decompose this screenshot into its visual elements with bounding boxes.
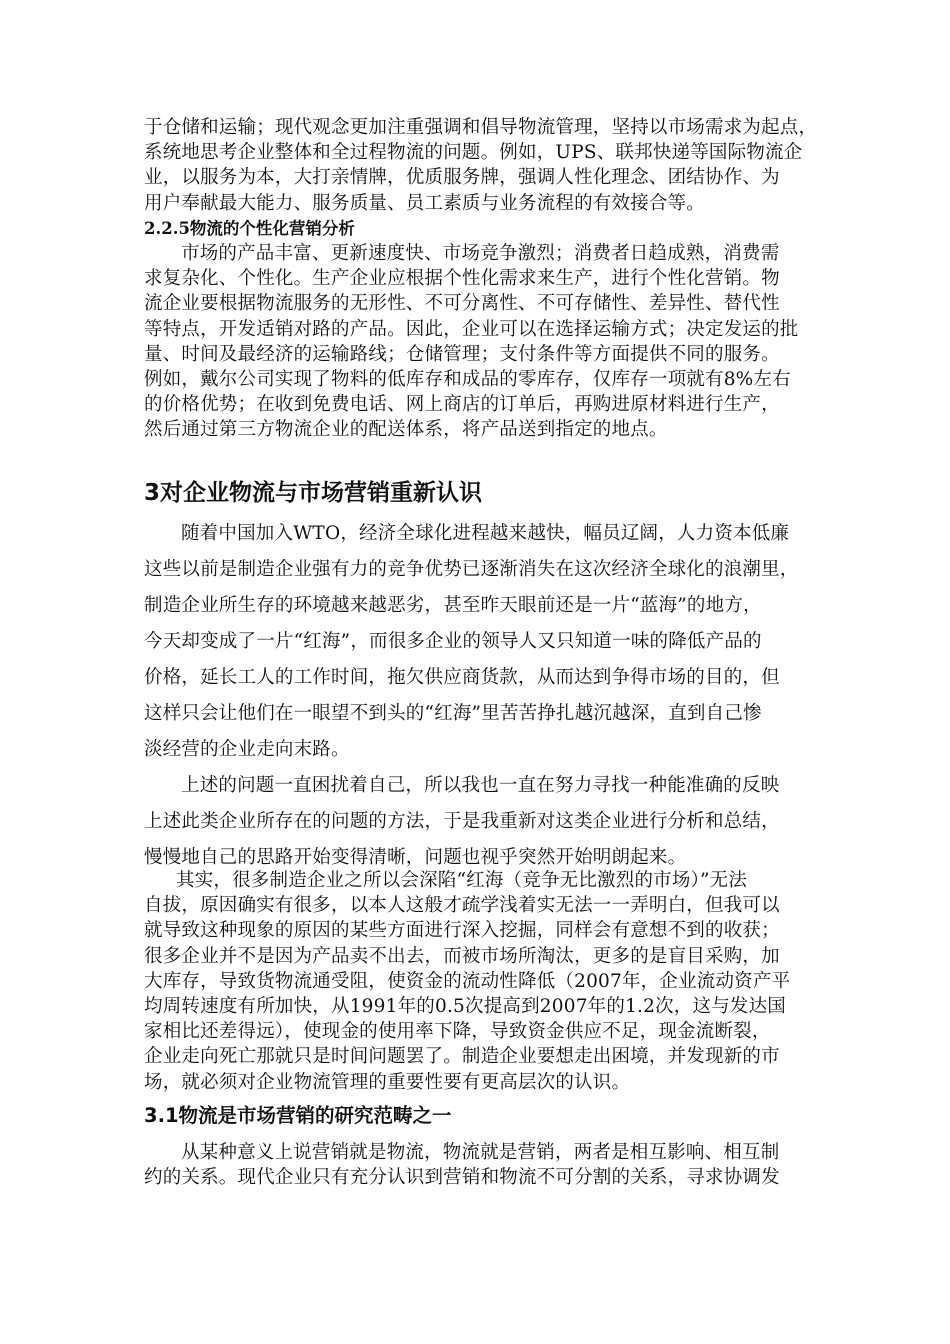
text-line: 然后通过第三方物流企业的配送体系，将产品送到指定的地点。 — [144, 419, 668, 441]
text-line: 从某种意义上说营销就是物流，物流就是营销，两者是相互影响、相互制 — [181, 1142, 780, 1163]
paragraph-2-2-5 — [144, 241, 824, 443]
section-heading-3: 3对企业物流与市场营销重新认识 — [144, 480, 483, 506]
text-line: 随着中国加入WTO，经济全球化进程越来越快，幅员辽阔，人力资本低廉 — [181, 523, 790, 544]
text-line: 就导致这种现象的原因的某些方面进行深入挖掘，同样会有意想不到的收获； — [144, 920, 780, 942]
text-line: 淡经营的企业走向末路。 — [144, 739, 350, 760]
text-line: 求复杂化、个性化。生产企业应根据个性化需求来生产，进行个性化营销。物 — [144, 268, 780, 290]
paragraph-3a — [144, 516, 824, 768]
text-line: 今天却变成了一片“红海”，而很多企业的领导人又只知道一味的降低产品的 — [144, 631, 762, 652]
text-line: 等特点，开发适销对路的产品。因此，企业可以在选择运输方式；决定发运的批 — [144, 318, 799, 340]
text-line: 流企业要根据物流服务的无形性、不可分离性、不可存储性、差异性、替代性 — [144, 293, 780, 315]
text-line: 很多企业并不是因为产品卖不出去，而被市场所淘汰，更多的是盲目采购，加 — [144, 945, 780, 967]
text-line: 业，以服务为本，大打亲情牌，优质服务牌，强调人性化理念、团结协作、为 — [144, 167, 780, 189]
text-line: 用户奉献最大能力、服务质量、员工素质与业务流程的有效接合等。 — [144, 192, 706, 214]
paragraph-intro — [144, 115, 824, 216]
text-line: 家相比还差得远），使现金的使用率下降，导致资金供应不足，现金流断裂， — [144, 1021, 771, 1043]
text-line: 于仓储和运输；现代观念更加注重强调和倡导物流管理，坚持以市场需求为起点， — [144, 117, 818, 138]
text-line: 约的关系。现代企业只有充分认识到营销和物流不可分割的关系，寻求协调发 — [144, 1167, 780, 1189]
paragraph-3-1 — [144, 1140, 824, 1190]
text-line: 企业走向死亡那就只是时间问题罢了。制造企业要想走出困境，并发现新的市 — [144, 1046, 780, 1068]
text-line: 价格，延长工人的工作时间，拖欠供应商货款，从而达到争得市场的目的，但 — [144, 667, 780, 688]
text-line: 这样只会让他们在一眼望不到头的“红海”里苦苦挣扎越沉越深，直到自己惨 — [144, 703, 762, 724]
text-line: 例如，戴尔公司实现了物料的低库存和成品的零库存，仅库存一项就有8%左右 — [144, 369, 791, 391]
text-line: 制造企业所生存的环境越来越恶劣，甚至昨天眼前还是一片“蓝海”的地方， — [144, 595, 762, 616]
paragraph-3b — [144, 768, 824, 876]
text-line: 自拔，原因确实有很多，以本人这般才疏学浅着实无法一一弄明白，但我可以 — [144, 895, 780, 917]
text-line: 系统地思考企业整体和全过程物流的问题。例如，UPS、联邦快递等国际物流企 — [144, 142, 803, 164]
text-line: 这些以前是制造企业强有力的竞争优势已逐渐消失在这次经济全球化的浪潮里， — [144, 559, 799, 580]
text-line: 上述的问题一直困扰着自己，所以我也一直在努力寻找一种能准确的反映 — [181, 775, 780, 796]
text-line: 场，就必须对企业物流管理的重要性要有更高层次的认识。 — [144, 1071, 631, 1093]
text-line: 量、时间及最经济的运输路线；仓储管理；支付条件等方面提供不同的服务。 — [144, 343, 780, 365]
text-line: 的价格优势；在收到免费电话、网上商店的订单后，再购进原材料进行生产， — [144, 394, 780, 416]
text-line: 大库存，导致货物流通受阻，使资金的流动性降低（2007年，企业流动资产平 — [144, 970, 791, 992]
section-heading-3-1: 3.1物流是市场营销的研究范畴之一 — [144, 1104, 452, 1127]
text-line: 市场的产品丰富、更新速度快、市场竞争激烈；消费者日趋成熟，消费需 — [181, 243, 780, 264]
text-line: 上述此类企业所存在的问题的方法，于是我重新对这类企业进行分析和总结， — [144, 811, 780, 832]
section-heading-2-2-5: 2.2.5物流的个性化营销分析 — [144, 219, 355, 238]
text-line: 其实，很多制造企业之所以会深陷“红海（竞争无比激烈的市场）”无法 — [176, 870, 748, 891]
text-line: 慢慢地自己的思路开始变得清晰，问题也视乎突然开始明朗起来。 — [144, 847, 687, 868]
paragraph-3c — [144, 868, 824, 1095]
text-line: 均周转速度有所加快，从1991年的0.5次提高到2007年的1.2次，这与发达国 — [144, 996, 787, 1018]
